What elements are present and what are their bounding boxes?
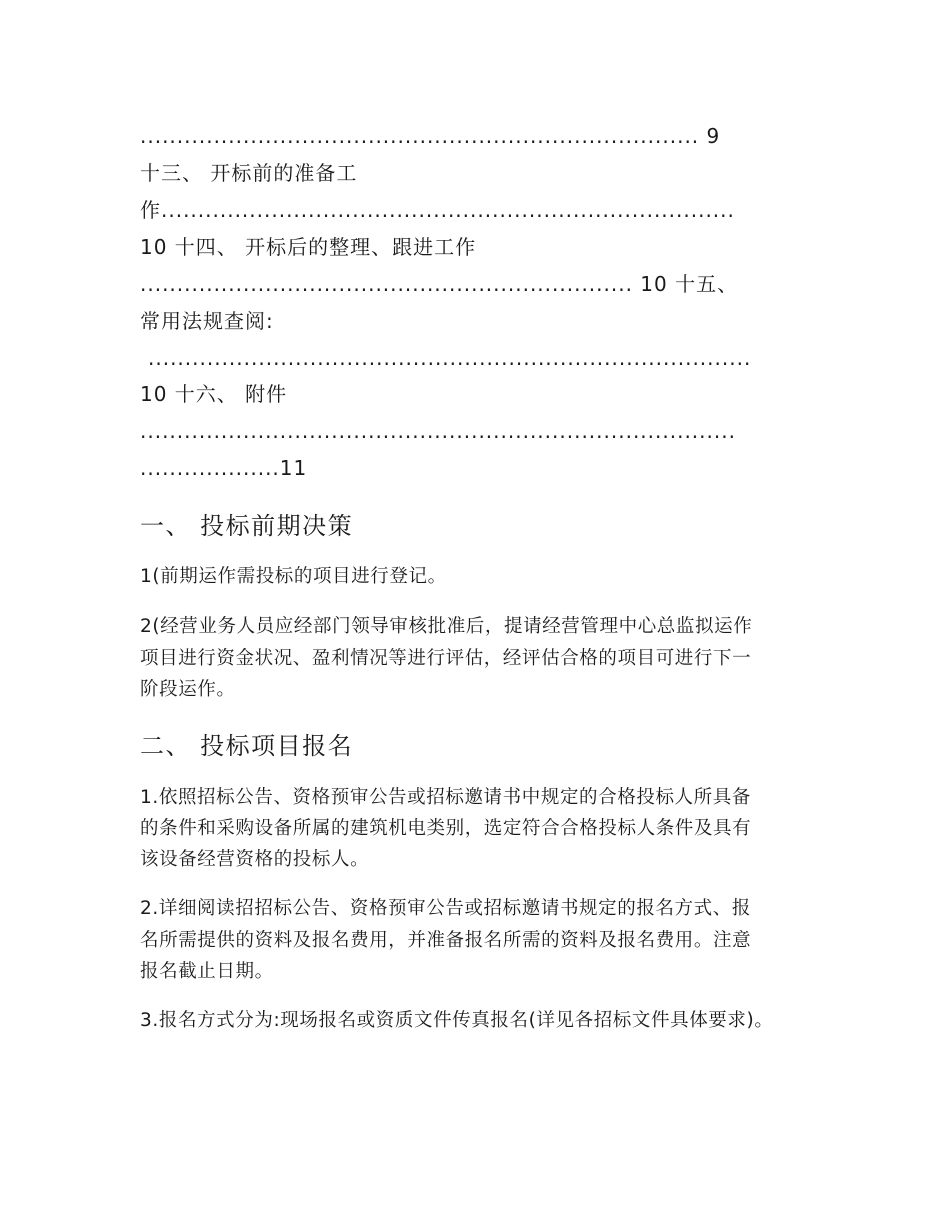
toc-entry-15: 常用法规查阅: xyxy=(140,309,274,333)
toc-leader-line: ................................................................................. xyxy=(140,419,736,443)
toc-entry-16: 10 十六、 附件 xyxy=(140,382,288,406)
toc-leader-line: ................................................................... 10 十五、 xyxy=(140,272,739,296)
paragraph-line: 报名截止日期。 xyxy=(140,961,274,982)
paragraph-line: 3.报名方式分为:现场报名或资质文件传真报名(详见各招标文件具体要求)。 xyxy=(140,1010,774,1031)
paragraph-line: 2(经营业务人员应经部门领导审核批准后，提请经营管理中心总监拟运作 xyxy=(140,616,753,637)
toc-leader-line: 作.............................................................................. xyxy=(140,198,735,222)
section-heading-1: 一、 投标前期决策 xyxy=(140,512,354,540)
toc-leader-line: ...................11 xyxy=(140,456,308,480)
paragraph-line: 1(前期运作需投标的项目进行登记。 xyxy=(140,566,447,587)
paragraph-line: 1.依照招标公告、资格预审公告或招标邀请书中规定的合格投标人所具备 xyxy=(140,787,751,808)
toc-entry-14: 10 十四、 开标后的整理、跟进工作 xyxy=(140,235,477,259)
section-heading-2: 二、 投标项目报名 xyxy=(140,732,354,760)
paragraph-line: 名所需提供的资料及报名费用，并准备报名所需的资料及报名费用。注意 xyxy=(140,930,752,951)
toc-leader-line: ............................................................................ 9 xyxy=(140,124,721,148)
toc-leader-line: .................................................................................. xyxy=(148,346,752,370)
paragraph-line: 的条件和采购设备所属的建筑机电类别，选定符合合格投标人条件及具有 xyxy=(140,818,752,839)
paragraph-line: 2.详细阅读招招标公告、资格预审公告或招标邀请书规定的报名方式、报 xyxy=(140,898,751,919)
paragraph-line: 项目进行资金状况、盈利情况等进行评估，经评估合格的项目可进行下一 xyxy=(140,648,752,669)
toc-entry-13: 十三、 开标前的准备工 xyxy=(140,161,358,185)
paragraph-line: 阶段运作。 xyxy=(140,679,236,700)
paragraph-line: 该设备经营资格的投标人。 xyxy=(140,849,370,870)
